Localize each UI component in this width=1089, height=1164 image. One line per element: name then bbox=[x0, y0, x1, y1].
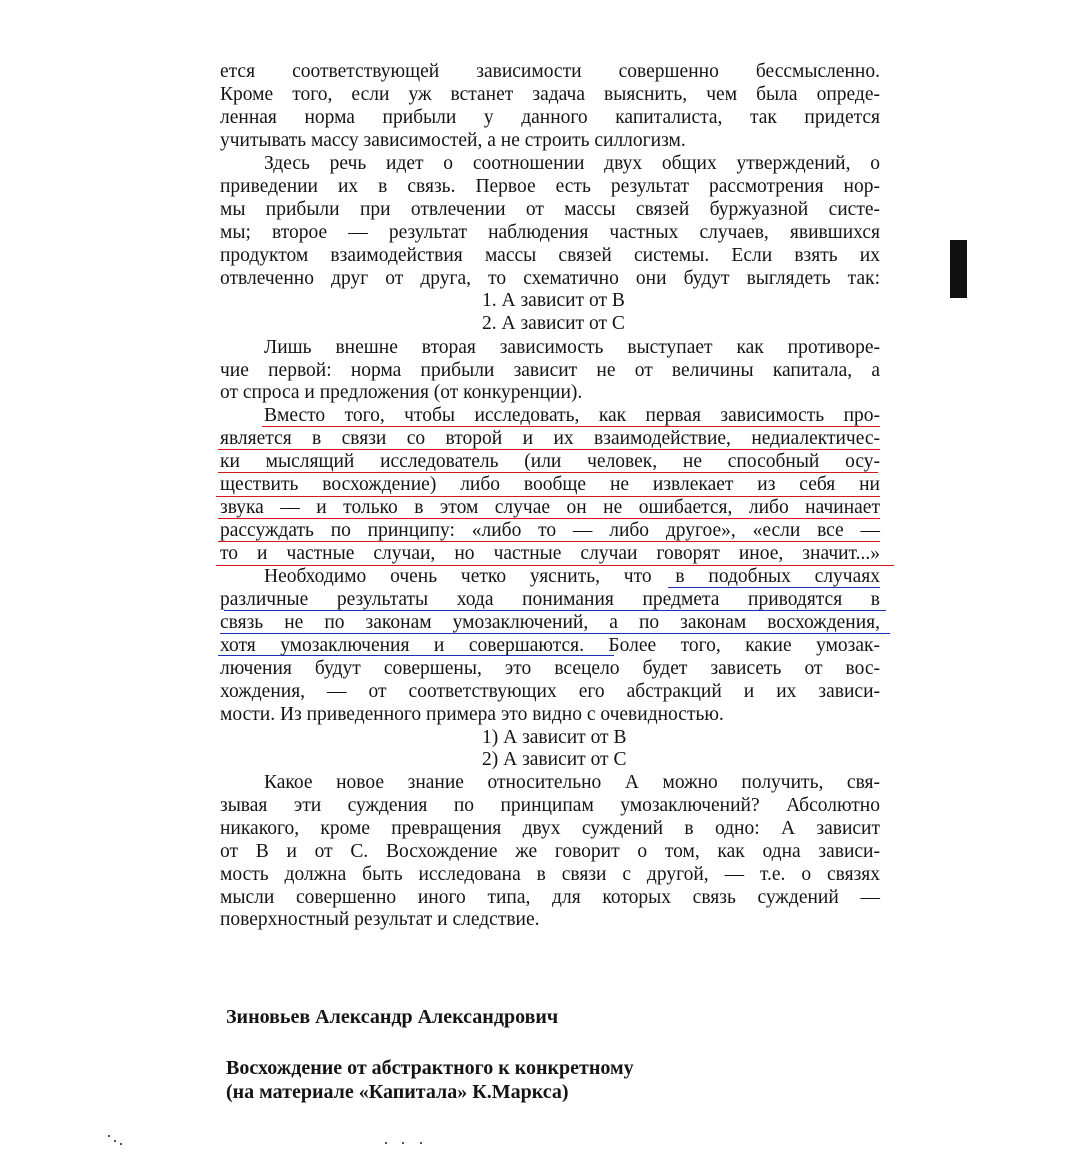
text-line: от спроса и предложения (от конкуренции). bbox=[220, 382, 583, 403]
text-line: Какое новое знание относительно А можно получить, свя- bbox=[264, 772, 880, 793]
text-line: чие первой: норма прибыли зависит не от величины капитала, а bbox=[220, 360, 880, 381]
scan-speck bbox=[402, 1142, 404, 1144]
text-line: Лишь внешне вторая зависимость выступает как противоре- bbox=[264, 337, 880, 358]
text-line: Кроме того, если уж встанет задача выяснить, чем была опреде- bbox=[220, 84, 880, 105]
text-line: продуктом взаимодействия массы связей системы. Если взять их bbox=[220, 245, 880, 266]
red-underline bbox=[262, 426, 880, 427]
book-title: Восхождение от абстрактного к конкретному bbox=[226, 1057, 634, 1079]
text-line: мость должна быть исследована в связи с другой, — т.е. о связях bbox=[220, 864, 880, 885]
red-underline bbox=[218, 518, 880, 519]
scan-speck bbox=[120, 1143, 122, 1145]
text-line: ется соответствующей зависимости совершенно бессмысленно. bbox=[220, 61, 880, 82]
list-item: 2. А зависит от С bbox=[482, 313, 625, 334]
list-item: 1. А зависит от В bbox=[482, 290, 625, 311]
red-underline bbox=[218, 472, 878, 473]
scan-speck bbox=[114, 1140, 116, 1142]
red-underline bbox=[218, 449, 880, 450]
text-line: приведении их в связь. Первое есть результат рассмотрения нор- bbox=[220, 176, 880, 197]
text-line: является в связи со второй и их взаимодействие, недиалектичес- bbox=[220, 428, 880, 449]
text-line: ществить восхождение) либо вообще не извлекает из себя ни bbox=[220, 474, 880, 495]
blue-underline bbox=[668, 587, 880, 588]
text-line: хождения, — от соответствующих его абстракций и их зависи- bbox=[220, 681, 880, 702]
red-underline bbox=[218, 541, 880, 542]
list-item: 1) А зависит от В bbox=[482, 727, 627, 748]
list-item: 2) А зависит от С bbox=[482, 749, 627, 770]
text-line: звука — и только в этом случае он не ошибается, либо начинает bbox=[220, 497, 880, 518]
text-line: учитывать массу зависимостей, а не строить силлогизм. bbox=[220, 130, 686, 151]
text-line: хотя умозаключения и совершаются. Более того, какие умозак- bbox=[220, 635, 880, 656]
text-line: различные результаты хода понимания предмета приводятся в bbox=[220, 589, 880, 610]
text-line: мы прибыли при отвлечении от массы связей буржуазной систе- bbox=[220, 199, 880, 220]
scan-speck bbox=[108, 1135, 110, 1137]
text-line: Необходимо очень четко уяснить, что в подобных случаях bbox=[264, 566, 880, 587]
text-line: мости. Из приведенного примера это видно с очевидностью. bbox=[220, 704, 724, 725]
blue-underline bbox=[220, 633, 890, 634]
text-line: мысли совершенно иного типа, для которых связь суждений — bbox=[220, 887, 880, 908]
text-line: ленная норма прибыли у данного капиталиста, так придется bbox=[220, 107, 880, 128]
text-line: никакого, кроме превращения двух суждений в одно: А зависит bbox=[220, 818, 880, 839]
scan-speck bbox=[420, 1142, 422, 1144]
author-name: Зиновьев Александр Александрович bbox=[226, 1006, 559, 1028]
text-line: Вместо того, чтобы исследовать, как первая зависимость про- bbox=[264, 405, 880, 426]
text-line: связь не по законам умозаключений, а по законам восхождения, bbox=[220, 612, 880, 633]
text-line: Здесь речь идет о соотношении двух общих утверждений, о bbox=[264, 153, 880, 174]
text-line: рассуждать по принципу: «либо то — либо другое», «если все — bbox=[220, 520, 880, 541]
text-line: лючения будут совершены, это всецело будет зависеть от вос- bbox=[220, 658, 880, 679]
text-line: от В и от С. Восхождение же говорит о том, как одна зависи- bbox=[220, 841, 880, 862]
blue-underline bbox=[218, 655, 614, 656]
text-line: отвлеченно друг от друга, то схематично они будут выглядеть так: bbox=[220, 268, 880, 289]
book-subtitle: (на материале «Капитала» К.Маркса) bbox=[226, 1081, 569, 1103]
red-underline bbox=[216, 496, 880, 497]
blue-underline bbox=[224, 610, 886, 611]
text-line: ки мыслящий исследователь (или человек, не способный осу- bbox=[220, 451, 880, 472]
text-line: мы; второе — результат наблюдения частных случаев, явившихся bbox=[220, 222, 880, 243]
text-line: то и частные случаи, но частные случаи говорят иное, значит...» bbox=[220, 543, 880, 564]
text-line: зывая эти суждения по принципам умозаключений? Абсолютно bbox=[220, 795, 880, 816]
page-edge-tab bbox=[950, 240, 967, 298]
text-line: поверхностный результат и следствие. bbox=[220, 909, 540, 930]
scan-speck bbox=[385, 1142, 387, 1144]
